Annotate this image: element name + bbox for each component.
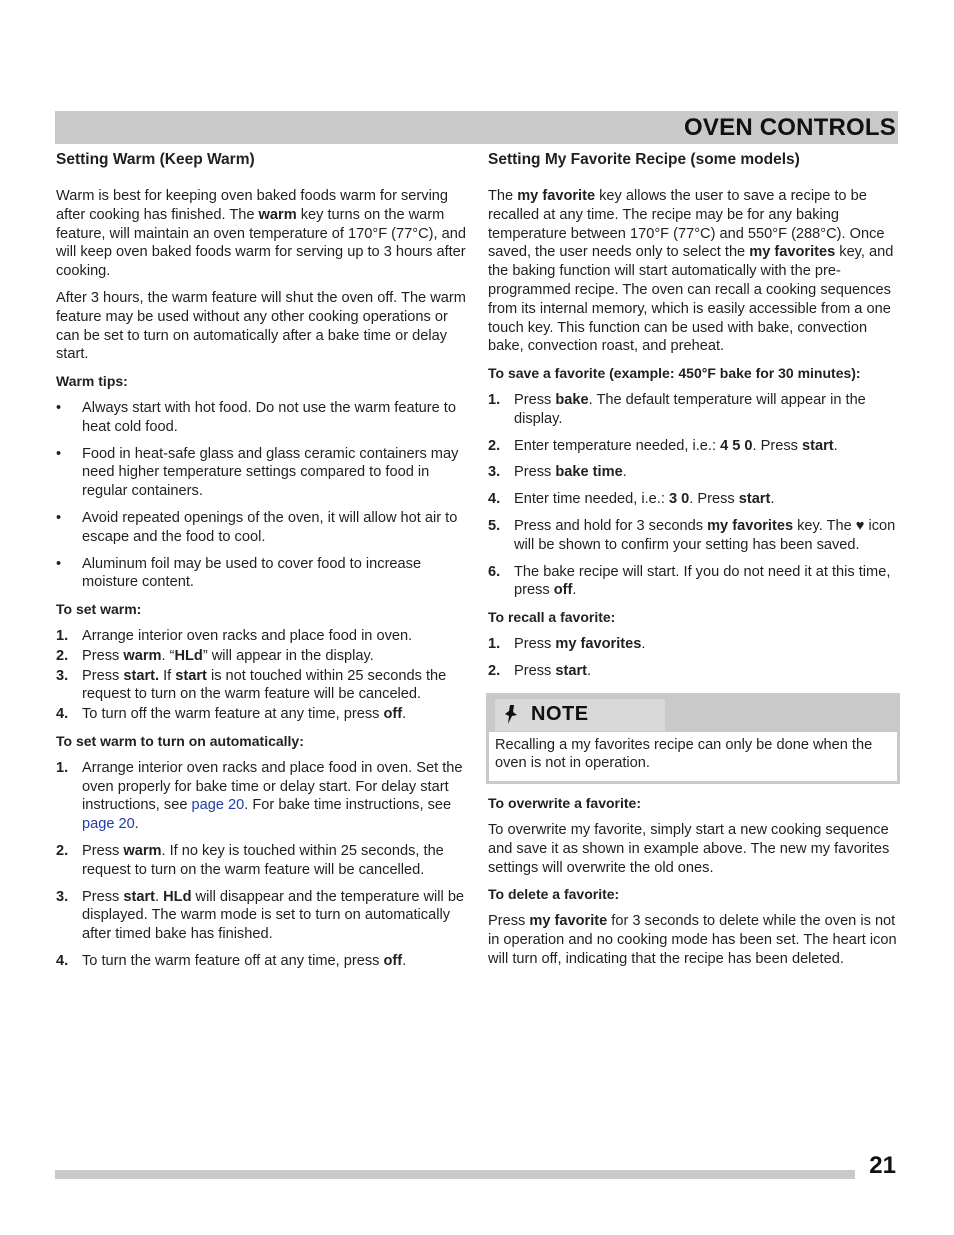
- keyword: HLd: [163, 888, 192, 905]
- keyword: warm: [258, 206, 297, 223]
- text-run: Press: [82, 667, 124, 684]
- keyword: 4 5 0: [720, 437, 753, 454]
- step-number: 2.: [56, 647, 69, 664]
- keyword: my favorites: [707, 517, 794, 534]
- auto-warm-title: To set warm to turn on automatically:: [56, 732, 304, 749]
- recall-favorite-steps: [488, 635, 898, 681]
- text-run: . “: [161, 647, 175, 664]
- warm-intro-paragraph: [56, 187, 466, 281]
- bullet-icon: •: [56, 445, 62, 462]
- text-run: Press: [514, 635, 556, 652]
- footer-bar: [55, 1170, 855, 1179]
- step-number: 2.: [488, 437, 501, 454]
- keyword: off: [383, 706, 403, 723]
- keyword: start: [802, 437, 834, 454]
- tip-text: Food in heat-safe glass and glass ceramic containers may need higher temperature settings compared to food in regular containers.: [82, 445, 459, 500]
- text-run: Press: [514, 391, 556, 408]
- text-run: key allows the user to save a recipe to be recalled at any time. The recipe may be for any baking temperature between 170°F (77°C) and 550°F (288°C). Once saved, the user needs only to select the: [488, 188, 885, 261]
- keyword: start: [175, 667, 207, 684]
- keyword: HLd: [174, 647, 203, 664]
- step-number: 5.: [488, 517, 501, 534]
- step-item: [488, 490, 898, 509]
- keyword: my favorite: [529, 913, 608, 930]
- text-run: key turns on the warm feature, will maintain an oven temperature of 170°F (77°C), and will keep oven baked foods warm for serving up to 3 hours after cooking.: [56, 206, 466, 280]
- overwrite-favorite-title: To overwrite a favorite:: [488, 795, 642, 812]
- step-item: [488, 463, 898, 482]
- text-run: Press: [514, 464, 556, 481]
- save-favorite-steps: [488, 391, 898, 600]
- step-item: [56, 952, 466, 971]
- tip-text: Aluminum foil may be used to cover food to increase moisture content.: [82, 555, 422, 591]
- keyword: my favorite: [517, 188, 596, 204]
- keyword: off: [553, 582, 573, 599]
- keyword: start: [738, 491, 771, 508]
- text-run: Arrange interior oven racks and place food in oven.: [82, 627, 413, 644]
- step-item: [488, 517, 898, 555]
- step-number: 3.: [56, 667, 69, 684]
- tip-text: Always start with hot food. Do not use the warm feature to heat cold food.: [82, 399, 456, 435]
- text-run: .: [402, 706, 407, 723]
- step-number: 1.: [56, 759, 69, 776]
- step-number: 4.: [56, 706, 69, 723]
- set-warm-title: To set warm:: [56, 601, 142, 618]
- list-item: [56, 509, 466, 547]
- right-column: [488, 150, 898, 977]
- text-run: . Press: [689, 491, 739, 508]
- text-run: is not touched within 25 seconds the request to turn on the warm feature will be canceled.: [82, 667, 447, 703]
- text-run: Warm is best for keeping oven baked foods warm for serving after cooking has finished. The: [56, 188, 449, 223]
- step-item: [56, 627, 466, 646]
- set-warm-steps: [56, 627, 466, 724]
- auto-warm-steps: [56, 759, 466, 971]
- text-run: key. The ♥ icon will be shown to confirm your setting has been saved.: [514, 517, 896, 553]
- list-item: [56, 555, 466, 593]
- note-title: NOTE: [531, 702, 589, 725]
- keyword: warm: [123, 842, 162, 859]
- page-number: 21: [869, 1152, 896, 1179]
- keyword: off: [383, 952, 403, 969]
- text-run: .: [622, 464, 627, 481]
- section-heading-warm: Setting Warm (Keep Warm): [56, 151, 255, 168]
- step-number: 4.: [56, 952, 69, 969]
- page-title: OVEN CONTROLS: [684, 114, 896, 141]
- bullet-icon: •: [56, 555, 62, 572]
- delete-favorite-text: [488, 912, 898, 968]
- text-run: will disappear and the temperature will be displayed. The warm mode is set to turn on automatically after timed bake has finished.: [82, 888, 465, 943]
- keyword: bake: [555, 391, 589, 408]
- step-number: 3.: [488, 464, 501, 481]
- step-number: 2.: [56, 842, 69, 859]
- header-bar: [55, 111, 898, 144]
- step-number: 4.: [488, 491, 501, 508]
- step-number: 2.: [488, 662, 501, 679]
- note-header: [489, 696, 897, 732]
- step-item: [488, 437, 898, 456]
- section-heading-favorite: Setting My Favorite Recipe (some models): [488, 151, 800, 168]
- text-run: If: [159, 667, 176, 684]
- text-run: .: [641, 635, 646, 652]
- list-item: [56, 399, 466, 437]
- text-run: The bake recipe will start. If you do not need it at this time, press: [514, 563, 891, 599]
- text-run: Press: [82, 647, 124, 664]
- text-run: .: [402, 952, 407, 969]
- left-column: [56, 150, 466, 979]
- step-item: [56, 647, 466, 666]
- step-item: [488, 563, 898, 601]
- text-run: Enter time needed, i.e.:: [514, 491, 669, 508]
- text-run: . Press: [752, 437, 802, 454]
- bullet-icon: •: [56, 509, 62, 526]
- page-link[interactable]: page 20: [191, 797, 245, 814]
- text-run: key, and the baking function will start automatically with the pre-programmed recipe. The oven can recall a cooking sequences from its internal memory, which is easily accessible from a one touch key. This function can be used with bake, convection bake, convection roast, and preheat.: [488, 244, 894, 355]
- keyword: start: [123, 888, 155, 905]
- keyword: 3 0: [668, 491, 690, 508]
- list-item: [56, 445, 466, 501]
- text-run: .: [155, 888, 164, 905]
- keyword: my favorites: [555, 635, 642, 652]
- note-header-panel: [495, 699, 665, 731]
- text-run: . If no key is touched within 25 seconds, the request to turn on the warm feature will be cancelled.: [82, 842, 444, 878]
- step-number: 3.: [56, 888, 69, 905]
- text-run: .: [134, 816, 139, 833]
- step-item: [56, 705, 466, 724]
- text-run: . For bake time instructions, see: [244, 797, 452, 814]
- text-run: Press: [488, 913, 530, 930]
- tip-text: Avoid repeated openings of the oven, it will allow hot air to escape and the food to cool.: [82, 509, 458, 545]
- step-number: 6.: [488, 563, 501, 580]
- favorite-intro-paragraph: [488, 187, 898, 356]
- bullet-icon: •: [56, 399, 62, 416]
- step-number: 1.: [488, 635, 501, 652]
- text-run: Enter temperature needed, i.e.:: [514, 437, 721, 454]
- text-run: .: [770, 491, 775, 508]
- warm-shutoff-paragraph: After 3 hours, the warm feature will shut the oven off. The warm feature may be used without any other cooking operations or can be set to turn on automatically after a bake time or delay start.: [56, 289, 466, 363]
- text-run: The: [488, 188, 518, 204]
- warm-tips-list: [56, 399, 466, 592]
- text-run: Press: [82, 888, 124, 905]
- keyword: my favorites: [749, 244, 836, 261]
- step-item: [488, 635, 898, 654]
- step-item: [56, 888, 466, 944]
- step-number: 1.: [488, 391, 501, 408]
- pushpin-icon: [505, 704, 523, 732]
- text-run: . The default temperature will appear in the display.: [514, 391, 866, 427]
- text-run: To turn off the warm feature at any time, press: [82, 706, 384, 723]
- text-run: .: [833, 437, 838, 454]
- text-run: Press: [514, 662, 556, 679]
- keyword: start.: [123, 667, 160, 684]
- note-box: [486, 693, 900, 785]
- step-item: [56, 667, 466, 705]
- page-link[interactable]: page 20: [82, 816, 135, 833]
- keyword: start: [555, 662, 587, 679]
- step-number: 1.: [56, 627, 69, 644]
- text-run: for 3 seconds to delete while the oven is not in operation and no cooking mode has been set. The heart icon will turn off, indicating that the recipe has been deleted.: [488, 913, 897, 967]
- warm-tips-title: Warm tips:: [56, 373, 128, 390]
- text-run: To turn the warm feature off at any time, press: [82, 952, 384, 969]
- step-item: [56, 842, 466, 880]
- save-favorite-title: To save a favorite (example: 450°F bake for 30 minutes):: [488, 365, 861, 382]
- step-item: [56, 759, 466, 834]
- note-text: Recalling a my favorites recipe can only be done when the oven is not in operation.: [495, 736, 873, 772]
- text-run: Press: [82, 842, 124, 859]
- text-run: Press and hold for 3 seconds: [514, 517, 708, 534]
- keyword: bake time: [555, 464, 623, 481]
- recall-favorite-title: To recall a favorite:: [488, 609, 616, 626]
- text-run: .: [587, 662, 592, 679]
- overwrite-favorite-text: To overwrite my favorite, simply start a new cooking sequence and save it as shown in example above. The new my favorites settings will overwrite the old ones.: [488, 821, 890, 876]
- text-run: ” will appear in the display.: [202, 647, 374, 664]
- text-run: Arrange interior oven racks and place food in oven. Set the oven properly for bake time or delay start. For delay start instructions, see: [82, 759, 463, 814]
- step-item: [488, 391, 898, 429]
- step-item: [488, 662, 898, 681]
- delete-favorite-title: To delete a favorite:: [488, 886, 620, 903]
- keyword: warm: [123, 647, 162, 664]
- text-run: .: [572, 582, 577, 599]
